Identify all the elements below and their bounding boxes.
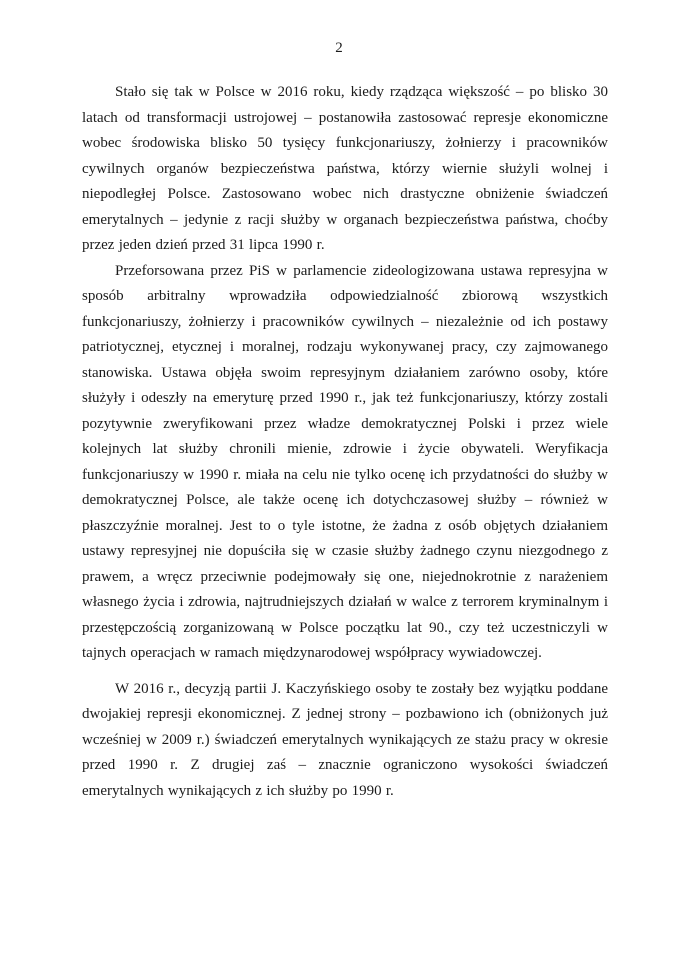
document-body <box>82 80 608 804</box>
paragraph: Przeforsowana przez PiS w parlamencie zideologizowana ustawa represyjna w sposób arbitralny wprowadziła odpowiedzialność zbiorową wszystkich funkcjonariuszy, żołnierzy i pracowników cywilnych – niezależnie od ich postawy patriotycznej, etycznej i moralnej, rodzaju wykonywanej pracy, czy zajmowanego stanowiska. Ustawa objęła swoim represyjnym działaniem zarówno osoby, które służyły i odeszły na emeryturę przed 1990 r., jak też funkcjonariuszy, którzy zostali pozytywnie zweryfikowani przez władze demokratycznej Polski i przez wiele kolejnych lat służby chronili mienie, zdrowie i życie obywateli. Weryfikacja funkcjonariuszy w 1990 r. miała na celu nie tylko ocenę ich przydatności do służby w demokratycznej Polsce, ale także ocenę ich dotychczasowej służby – również w płaszczyźnie moralnej. Jest to o tyle istotne, że żadna z osób objętych działaniem ustawy represyjnej nie dopuściła się w czasie służby żadnego czynu niezgodnego z prawem, a wręcz przeciwnie podejmowały się one, niejednokrotnie z narażeniem własnego życia i zdrowia, najtrudniejszych działań w walce z terrorem kryminalnym i przestępczością zorganizowaną w Polsce początku lat 90., czy też uczestniczyli w tajnych operacjach w ramach międzynarodowej współpracy wywiadowczej. <box>82 262 608 661</box>
paragraph: Stało się tak w Polsce w 2016 roku, kiedy rządząca większość – po blisko 30 latach od transformacji ustrojowej – postanowiła zastosować represje ekonomiczne wobec środowiska blisko 50 tysięcy funkcjonariuszy, żołnierzy i pracowników cywilnych organów bezpieczeństwa państwa, którzy wiernie służyli wolnej i niepodległej Polsce. Zastosowano wobec nich drastyczne obniżenie świadczeń emerytalnych – jedynie z racji służby w organach bezpieczeństwa państwa, choćby przez jeden dzień przed 31 lipca 1990 r. <box>82 84 608 253</box>
paragraph: W 2016 r., decyzją partii J. Kaczyńskiego osoby te zostały bez wyjątku poddane dwojakiej represji ekonomicznej. Z jednej strony – pozbawiono ich (obniżonych już wcześniej w 2009 r.) świadczeń emerytalnych wynikających ze stażu pracy w okresie przed 1990 r. Z drugiej zaś – znacznie ograniczono wysokości świadczeń emerytalnych wynikających z ich służby po 1990 r. <box>82 680 608 799</box>
page-number: 2 <box>335 40 343 56</box>
